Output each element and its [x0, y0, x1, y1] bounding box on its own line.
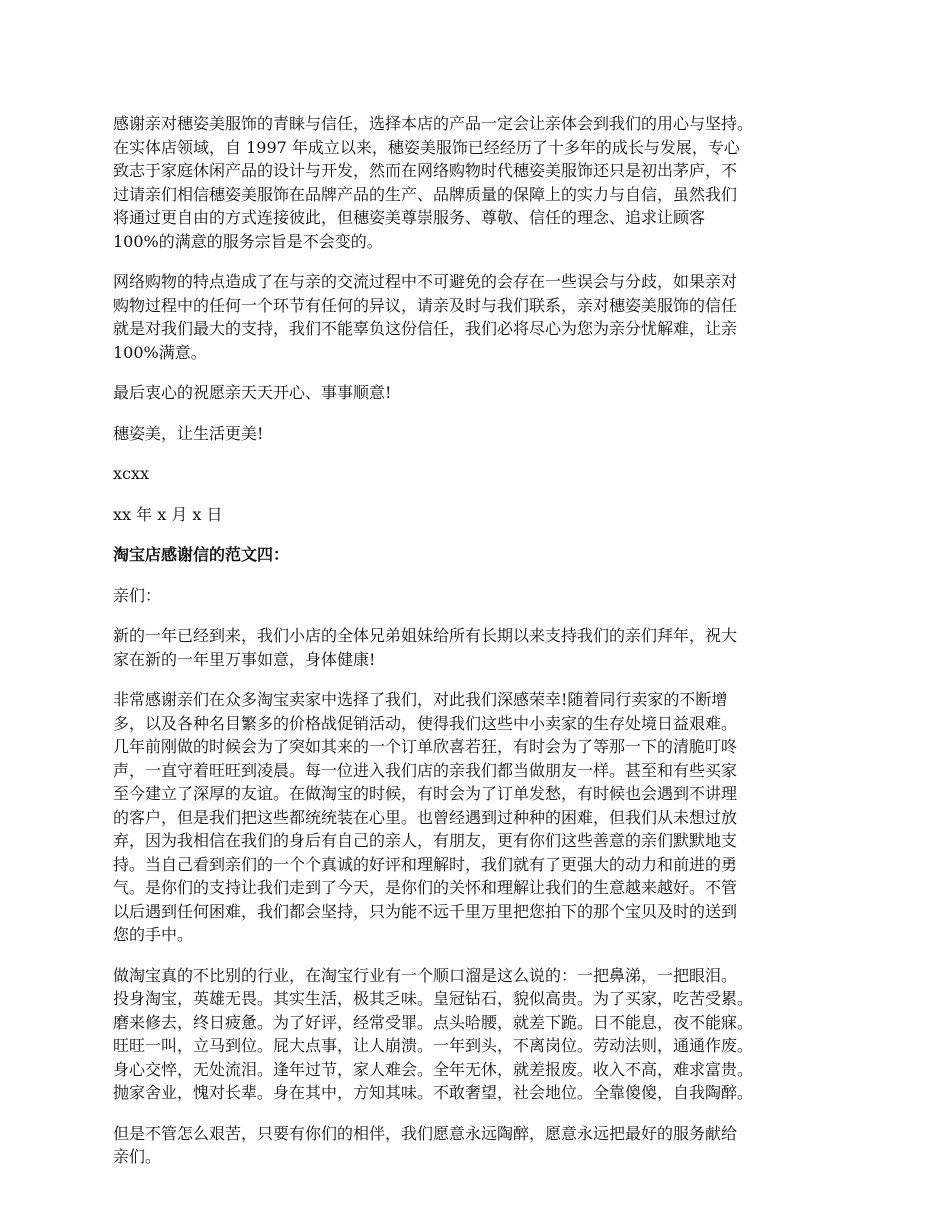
paragraph-wishes: 最后衷心的祝愿亲天天开心、事事顺意!: [113, 383, 392, 402]
signature-date: xx 年 x 月 x 日: [113, 504, 223, 524]
paragraph-rhyme: 做淘宝真的不比别的行业，在淘宝行业有一个顺口溜是这么说的：一把鼻涕，一把眼泪。 投身淘宝，英雄无畏。其实生活，极其乏味。皇冠钻石，貌似高贵。为了买家，吃苦受累。 磨来修去，终日疲惫。为了好评，经常受罪。点头哈腰，就差下跪。日不能息，夜不能寐。 旺旺一叫，立马到位。屁大点事，让人崩溃。一年到头，不离岗位。劳动法则，通通作废。 身心交悴，无处流泪。逢年过节，家人难会。全年无休，就差报废。收入不高，难求富贵。 抛家舍业，愧对长辈。身在其中，方知其味。不敢奢望，社会地位。全靠傻傻，自我陶醉。: [113, 965, 754, 1102]
document-page: [113, 112, 853, 1186]
paragraph-intro: 感谢亲对穗姿美服饰的青睐与信任，选择本店的产品一定会让亲体会到我们的用心与坚持。 在实体店领域，自 1997 年成立以来，穗姿美服饰已经经历了十多年的成长与发展，专心 致志于家庭休闲产品的设计与开发，然而在网络购物时代穗姿美服饰还只是初出茅庐，不 过请亲们相信穗姿美服饰在品牌产品的生产、品牌质量的保障上的实力与自信，虽然我们 将通过更自由的方式连接彼此，但穗姿美尊崇服务、尊敬、信任的理念、追求让顾客 100%的满意的服务宗旨是不会变的。: [113, 114, 754, 251]
paragraph-gratitude: 非常感谢亲们在众多淘宝卖家中选择了我们，对此我们深感荣幸!随着同行卖家的不断增 多，以及各种名目繁多的价格战促销活动，使得我们这些中小卖家的生存处境日益艰难。 几年前刚做的时候会为了突如其来的一个订单欣喜若狂，有时会为了等那一下的清脆叮咚 声，一直守着旺旺到凌晨。每一位进入我们店的亲我们都当做朋友一样。甚至和有些买家 至今建立了深厚的友谊。在做淘宝的时候，有时会为了订单发愁，有时候也会遇到不讲理 的客户，但是我们把这些都统统装在心里。也曾经遇到过种种的困难，但我们从未想过放 弃，因为我相信在我们的身后有自己的亲人，有朋友，更有你们这些善意的亲们默默地支 持。当自己看到亲们的一个个真诚的好评和理解时，我们就有了更强大的动力和前进的勇 气。是你们的支持让我们走到了今天，是你们的关怀和理解让我们的生意越来越好。不管 以后遇到任何困难，我们都会坚持，只为能不远千里万里把您拍下的那个宝贝及时的送到 您的手中。: [113, 690, 738, 944]
paragraph-new-year: 新的一年已经到来，我们小店的全体兄弟姐妹给所有长期以来支持我们的亲们拜年，祝大 家在新的一年里万事如意，身体健康!: [113, 626, 738, 669]
paragraph-slogan: 穗姿美，让生活更美!: [113, 423, 264, 443]
paragraph-online-shopping: 网络购物的特点造成了在与亲的交流过程中不可避免的会存在一些误会与分歧，如果亲对 购物过程中的任何一个环节有任何的异议，请亲及时与我们联系，亲对穗姿美服饰的信任 就是对我们最大的支持，我们不能辜负这份信任，我们必将尽心为您为亲分忧解难，让亲 100%满意。: [113, 272, 738, 362]
paragraph-closing: 但是不管怎么艰苦，只要有你们的相伴，我们愿意永远陶醉，愿意永远把最好的服务献给 亲们。: [113, 1123, 738, 1166]
salutation: 亲们：: [113, 585, 162, 605]
section-heading: 淘宝店感谢信的范文四：: [113, 545, 290, 564]
signature-name: xcxx: [113, 464, 150, 483]
